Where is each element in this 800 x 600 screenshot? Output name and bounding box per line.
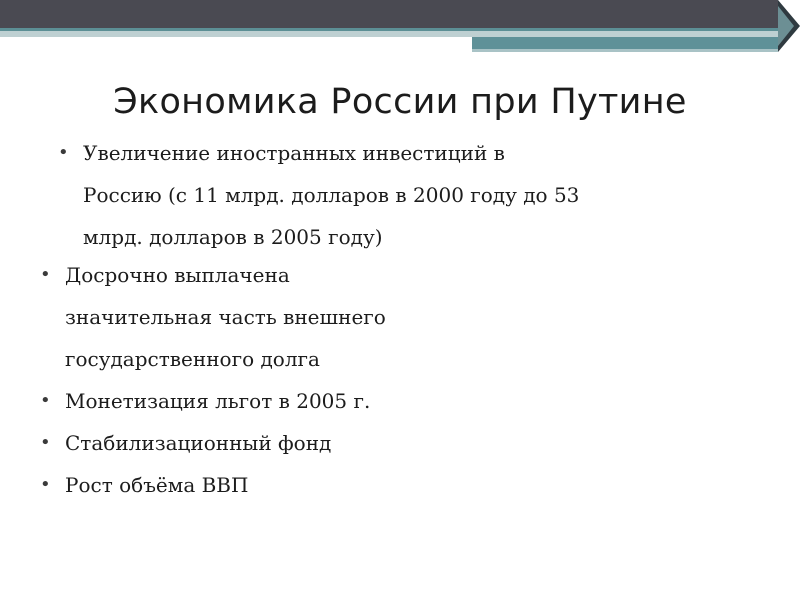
list-item-line: Стабилизационный фонд <box>65 431 332 455</box>
list-item <box>40 254 500 380</box>
bullet-icon: • <box>40 432 51 453</box>
bullet-icon: • <box>40 390 51 411</box>
list-item <box>40 422 740 464</box>
header-band-dark <box>0 0 778 28</box>
chevron-right-icon <box>778 0 800 52</box>
bullet-icon: • <box>58 142 69 163</box>
list-item-line: Монетизация льгот в 2005 г. <box>65 389 371 413</box>
header-band-teal-accent <box>472 37 778 49</box>
slide-title: Экономика России при Путине <box>113 82 687 123</box>
list-item-line: Рост объёма ВВП <box>65 473 249 497</box>
list-item-line: значительная часть внешнего <box>65 305 386 329</box>
list-item-line: Увеличение иностранных инвестиций в <box>83 141 505 165</box>
bullet-icon: • <box>40 474 51 495</box>
list-item-line: государственного долга <box>65 347 320 371</box>
list-item <box>40 380 740 422</box>
bullet-icon: • <box>40 264 51 285</box>
header-band-teal-accent-light <box>472 49 778 52</box>
list-item-line: млрд. долларов в 2005 году) <box>83 225 383 249</box>
list-item-line: Досрочно выплачена <box>65 263 290 287</box>
list-item <box>40 464 740 506</box>
list-item-line: Россию (с 11 млрд. долларов в 2000 году до 53 <box>83 183 580 207</box>
list-item <box>58 132 738 258</box>
